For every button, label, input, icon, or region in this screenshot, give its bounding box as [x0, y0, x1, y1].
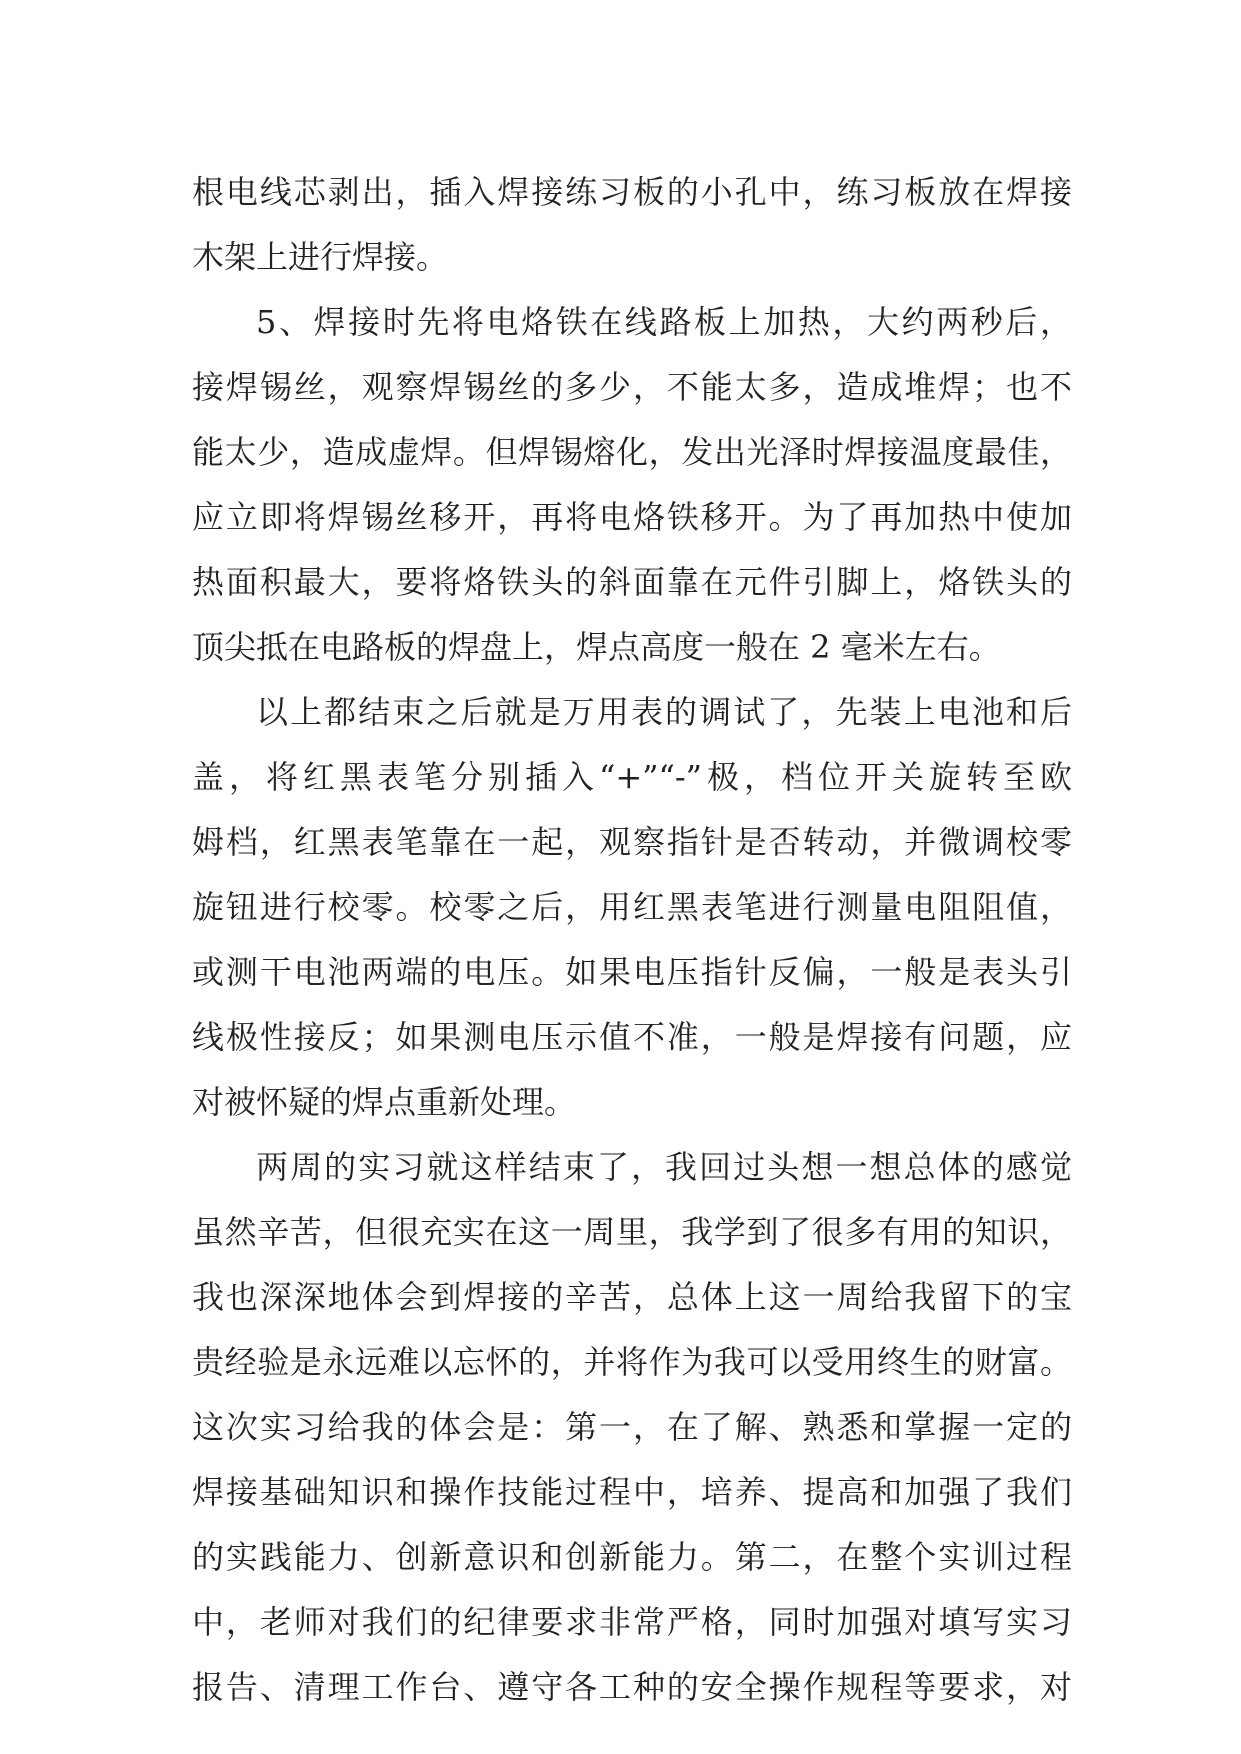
text-line: 或测干电池两端的电压。如果电压指针反偏，一般是表头引 — [192, 953, 1072, 991]
paragraph-first-line: 5、焊接时先将电烙铁在线路板上加热，大约两秒后， — [256, 303, 1072, 341]
document-body — [192, 160, 1072, 1720]
text-line: 木架上进行焊接。 — [192, 238, 449, 276]
text-line: 虽然辛苦，但很充实在这一周里，我学到了很多有用的知识， — [192, 1213, 1072, 1251]
text-line: 贵经验是永远难以忘怀的，并将作为我可以受用终生的财富。 — [192, 1343, 1072, 1381]
paragraph-first-line: 两周的实习就这样结束了，我回过头想一想总体的感觉 — [256, 1148, 1072, 1186]
text-line: 盖，将红黑表笔分别插入“+”“-”极，档位开关旋转至欧 — [192, 758, 1072, 796]
text-line: 线极性接反；如果测电压示值不准，一般是焊接有问题，应 — [192, 1018, 1072, 1056]
text-line: 焊接基础知识和操作技能过程中，培养、提高和加强了我们 — [192, 1473, 1072, 1511]
text-line: 报告、清理工作台、遵守各工种的安全操作规程等要求，对 — [192, 1668, 1072, 1706]
text-line: 根电线芯剥出，插入焊接练习板的小孔中，练习板放在焊接 — [192, 173, 1072, 211]
text-line: 热面积最大，要将烙铁头的斜面靠在元件引脚上，烙铁头的 — [192, 563, 1072, 601]
text-line: 接焊锡丝，观察焊锡丝的多少，不能太多，造成堆焊；也不 — [192, 368, 1072, 406]
text-line: 的实践能力、创新意识和创新能力。第二，在整个实训过程 — [192, 1538, 1072, 1576]
text-line: 对被怀疑的焊点重新处理。 — [192, 1083, 577, 1121]
text-line: 顶尖抵在电路板的焊盘上，焊点高度一般在 2 毫米左右。 — [192, 628, 1001, 666]
text-line: 应立即将焊锡丝移开，再将电烙铁移开。为了再加热中使加 — [192, 498, 1072, 536]
paragraph-first-line: 以上都结束之后就是万用表的调试了，先装上电池和后 — [256, 693, 1072, 731]
text-line: 中，老师对我们的纪律要求非常严格，同时加强对填写实习 — [192, 1603, 1072, 1641]
text-line: 我也深深地体会到焊接的辛苦，总体上这一周给我留下的宝 — [192, 1278, 1072, 1316]
text-line: 旋钮进行校零。校零之后，用红黑表笔进行测量电阻阻值， — [192, 888, 1072, 926]
text-line: 这次实习给我的体会是：第一，在了解、熟悉和掌握一定的 — [192, 1408, 1072, 1446]
text-line: 姆档，红黑表笔靠在一起，观察指针是否转动，并微调校零 — [192, 823, 1072, 861]
text-line: 能太少，造成虚焊。但焊锡熔化，发出光泽时焊接温度最佳， — [192, 433, 1072, 471]
